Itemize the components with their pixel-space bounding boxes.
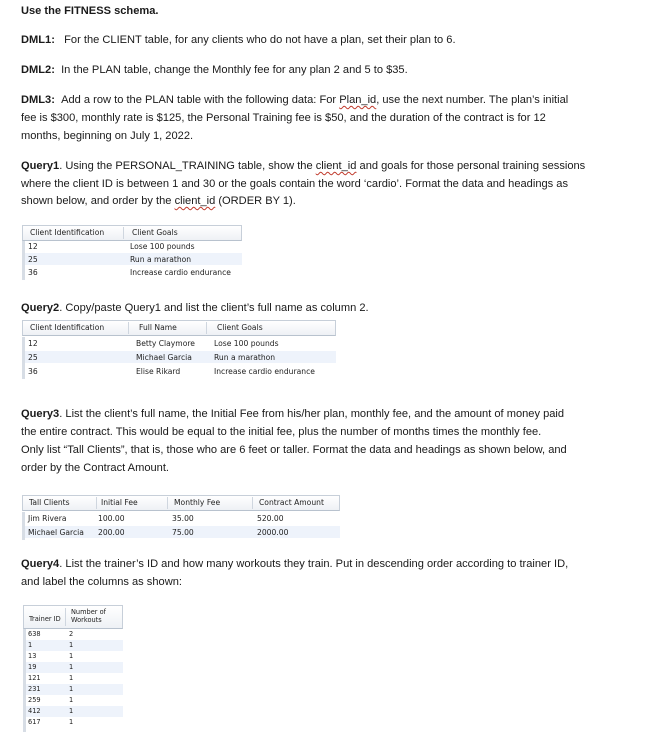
query2-result-table (22, 320, 336, 382)
table-cell: 2 (69, 630, 74, 638)
dml2-text: In the PLAN table, change the Monthly fee for any plan 2 and 5 to $35. (61, 64, 408, 76)
table-cell: 231 (28, 685, 41, 693)
dml1-label: DML1: (21, 34, 55, 46)
dml3-plan-id: Plan_id (339, 94, 377, 106)
table-cell: 121 (28, 674, 41, 682)
table-cell: 1 (69, 685, 74, 693)
dml2-label: DML2: (21, 64, 55, 76)
query4-text: . List the trainer’s ID and how many workouts they train. Put in descending order according to trainer ID, (59, 558, 569, 570)
column-header: Full Name (139, 323, 177, 332)
table-cell: 1 (28, 641, 33, 649)
table-cell: Run a marathon (130, 255, 192, 264)
dml1-paragraph (21, 31, 625, 49)
table-cell: Betty Claymore (136, 339, 195, 348)
column-header: Client Identification (30, 323, 105, 332)
query1-label: Query1 (21, 160, 60, 172)
table-cell: Increase cardio endurance (214, 367, 315, 376)
table-cell: 1 (69, 652, 74, 660)
column-header: Client Goals (132, 228, 178, 237)
query4-line2: and label the columns as shown: (21, 576, 182, 588)
column-divider (128, 322, 129, 334)
table-cell: 1 (69, 641, 74, 649)
dml3-text-a: Add a row to the PLAN table with the following data: For (61, 94, 340, 106)
query3-label: Query3 (21, 408, 60, 420)
row-stripe (26, 640, 123, 651)
query4-label: Query4 (21, 558, 60, 570)
query1-line1 (21, 157, 625, 175)
dml3-line3: months, beginning on July 1, 2022. (21, 130, 194, 142)
table-cell: 1 (69, 674, 74, 682)
table-cell: 1 (69, 663, 74, 671)
column-header: Initial Fee (101, 498, 138, 507)
query1-client-id: client_id (315, 160, 357, 172)
column-header: Client Identification (30, 228, 105, 237)
table-cell: 2000.00 (257, 528, 289, 537)
table-cell: 100.00 (98, 514, 125, 523)
column-divider (96, 497, 97, 509)
query1-result-table (22, 225, 242, 283)
query3-result-table (22, 495, 340, 543)
column-header: Monthly Fee (174, 498, 221, 507)
query1-line3-client-id: client_id (174, 195, 216, 207)
table-cell: 19 (28, 663, 37, 671)
query1-text-a: . Using the PERSONAL_TRAINING table, show the (59, 160, 316, 172)
query3-line3: Only list “Tall Clients”, that is, those who are 6 feet or taller. Format the data and headings as shown below, and (21, 444, 567, 456)
table-cell: 36 (28, 367, 38, 376)
column-header: Tall Clients (29, 498, 70, 507)
dml2-paragraph (21, 61, 625, 79)
table-cell: Jim Rivera (28, 514, 67, 523)
table-cell: Lose 100 pounds (214, 339, 279, 348)
table-cell: 75.00 (172, 528, 194, 537)
column-header: Number of (71, 608, 106, 616)
table-cell: 1 (69, 718, 74, 726)
query3-line1 (21, 405, 625, 423)
table-cell: 35.00 (172, 514, 194, 523)
column-divider (167, 497, 168, 509)
table-cell: 13 (28, 652, 37, 660)
table-cell: 638 (28, 630, 41, 638)
table-cell: Run a marathon (214, 353, 276, 362)
table-cell: 25 (28, 353, 38, 362)
column-header: Trainer ID (29, 615, 61, 623)
table-cell: 617 (28, 718, 41, 726)
query1-line3-b: (ORDER BY 1). (215, 195, 296, 207)
table-cell: 200.00 (98, 528, 125, 537)
table-cell: 25 (28, 255, 38, 264)
dml1-text: For the CLIENT table, for any clients who do not have a plan, set their plan to 6. (64, 34, 456, 46)
query2-paragraph (21, 299, 625, 317)
schema-instruction: Use the FITNESS schema. (21, 5, 159, 17)
dml3-text-b: , use the next number. The plan’s initial (376, 94, 569, 106)
query1-line3-a: shown below, and order by the (21, 195, 175, 207)
query1-line3 (21, 192, 625, 210)
column-divider (252, 497, 253, 509)
table-cell: 12 (28, 242, 38, 251)
table-cell: Michael Garcia (136, 353, 192, 362)
table-cell: 12 (28, 339, 38, 348)
query1-text-b: and goals for those personal training sessions (356, 160, 586, 172)
column-header: Contract Amount (259, 498, 324, 507)
dml3-line2: fee is $300, monthly rate is $125, the Personal Training fee is $50, and the duration of the contract is for 12 (21, 112, 546, 124)
table-cell: Elise Rikard (136, 367, 181, 376)
table-cell: 1 (69, 696, 74, 704)
dml3-label: DML3: (21, 94, 55, 106)
column-header: Client Goals (217, 323, 263, 332)
query3-line4: order by the Contract Amount. (21, 462, 169, 474)
table-cell: Michael Garcia (28, 528, 84, 537)
column-divider (65, 608, 66, 626)
table-cell: 520.00 (257, 514, 284, 523)
query1-line2: where the client ID is between 1 and 30 or the goals contain the word ‘cardio’. Format the data and headings as (21, 178, 569, 190)
row-stripe (26, 662, 123, 673)
column-header: Workouts (71, 616, 102, 624)
table-cell: 412 (28, 707, 41, 715)
table-cell: 1 (69, 707, 74, 715)
table-cell: 259 (28, 696, 41, 704)
query3-text: . List the client’s full name, the Initial Fee from his/her plan, monthly fee, and the amount of money paid (59, 408, 565, 420)
query4-result-table (23, 605, 123, 733)
table-cell: 36 (28, 268, 38, 277)
column-divider (206, 322, 207, 334)
query2-text: . Copy/paste Query1 and list the client’s full name as column 2. (59, 302, 369, 314)
query4-line1 (21, 555, 625, 573)
query3-line2: the entire contract. This would be equal to the initial fee, plus the number of months times the monthly fee. (21, 426, 542, 438)
dml3-paragraph (21, 91, 625, 109)
column-divider (123, 227, 124, 239)
table-cell: Increase cardio endurance (130, 268, 231, 277)
query2-label: Query2 (21, 302, 60, 314)
table-cell: Lose 100 pounds (130, 242, 195, 251)
